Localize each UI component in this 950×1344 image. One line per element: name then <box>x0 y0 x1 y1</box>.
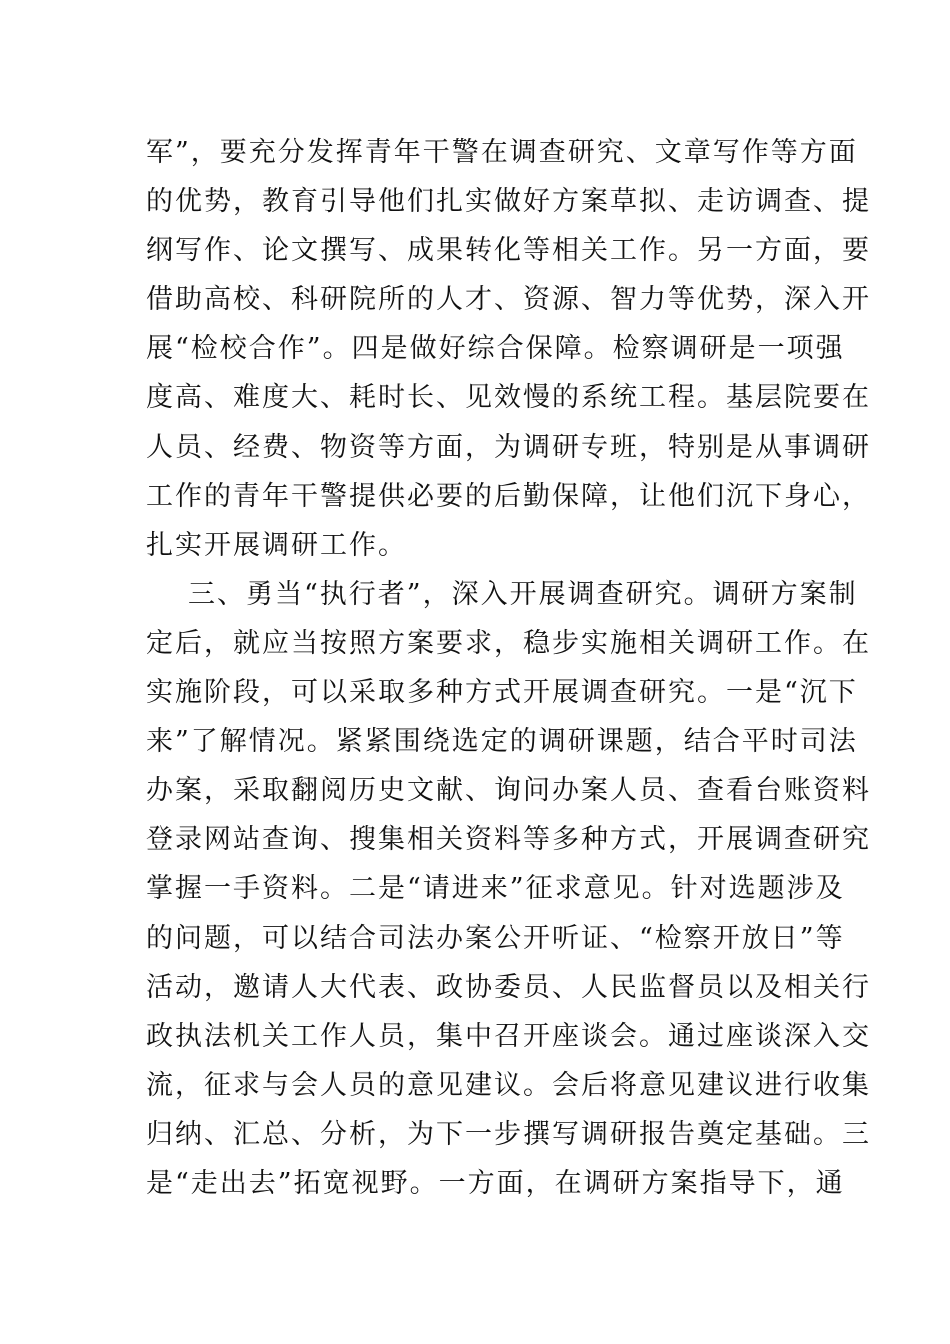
text-line: 度高、难度大、耗时长、见效慢的系统工程。基层院要在 <box>146 382 871 414</box>
text-line: 的优势，教育引导他们扎实做好方案草拟、走访调查、提 <box>146 186 871 218</box>
text-line: 纲写作、论文撰写、成果转化等相关工作。另一方面，要 <box>146 235 871 267</box>
text-line: 实施阶段，可以采取多种方式开展调查研究。一是“沉下 <box>146 677 858 709</box>
text-line: 是“走出去”拓宽视野。一方面，在调研方案指导下，通 <box>146 1167 845 1199</box>
text-line: 借助高校、科研院所的人才、资源、智力等优势，深入开 <box>146 284 871 316</box>
text-line: 活动，邀请人大代表、政协委员、人民监督员以及相关行 <box>146 971 871 1003</box>
text-line: 的问题，可以结合司法办案公开听证、“检察开放日”等 <box>146 922 845 954</box>
text-line: 定后，就应当按照方案要求，稳步实施相关调研工作。在 <box>146 627 871 659</box>
text-line: 登录网站查询、搜集相关资料等多种方式，开展调查研究 <box>146 824 871 856</box>
text-line: 军”，要充分发挥青年干警在调查研究、文章写作等方面 <box>146 137 858 168</box>
text-line: 流，征求与会人员的意见建议。会后将意见建议进行收集 <box>146 1069 871 1101</box>
body-text <box>146 128 871 1208</box>
text-line: 掌握一手资料。二是“请进来”征求意见。针对选题涉及 <box>146 873 845 905</box>
text-line: 工作的青年干警提供必要的后勤保障，让他们沉下身心， <box>146 480 871 512</box>
text-line: 扎实开展调研工作。 <box>146 529 407 561</box>
text-line: 人员、经费、物资等方面，为调研专班，特别是从事调研 <box>146 431 871 463</box>
text-line: 办案，采取翻阅历史文献、询问办案人员、查看台账资料 <box>146 775 871 807</box>
section-heading-line: 三、勇当“执行者”，深入开展调查研究。调研方案制 <box>188 578 858 610</box>
text-line: 展“检校合作”。四是做好综合保障。检察调研是一项强 <box>146 333 845 365</box>
text-line: 来”了解情况。紧紧围绕选定的调研课题，结合平时司法 <box>146 726 858 758</box>
text-line: 归纳、汇总、分析，为下一步撰写调研报告奠定基础。三 <box>146 1118 871 1150</box>
text-line: 政执法机关工作人员，集中召开座谈会。通过座谈深入交 <box>146 1020 871 1052</box>
